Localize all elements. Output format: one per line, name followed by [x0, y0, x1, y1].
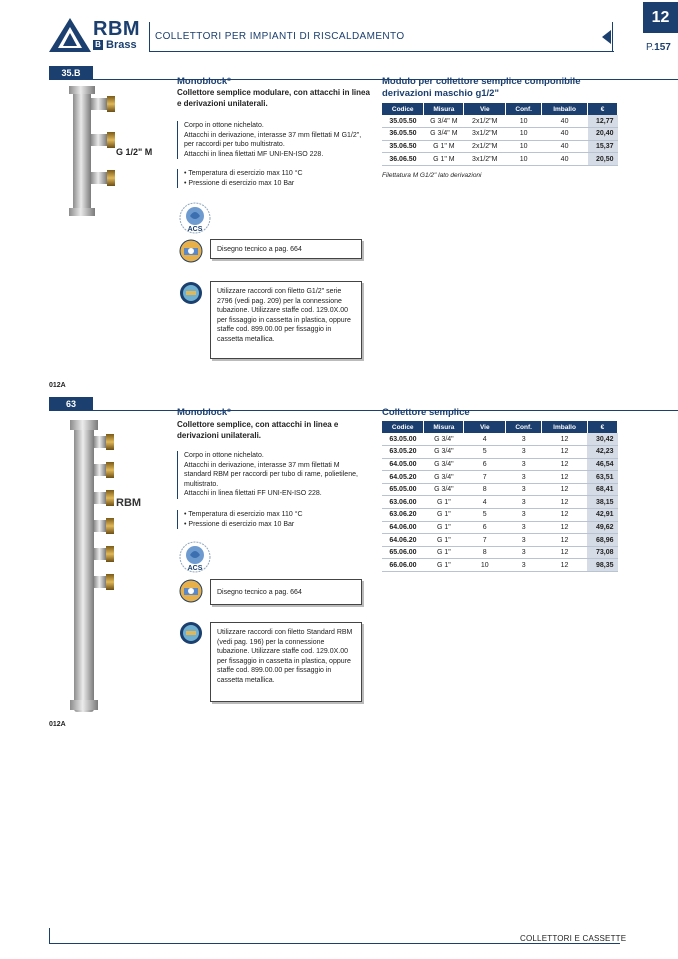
technical-drawing-icon [178, 238, 204, 264]
table-header-row: Codice Misura Vie Conf. Imballo € [382, 103, 618, 115]
installation-hint-icon [178, 620, 204, 646]
installation-hint-icon [178, 280, 204, 306]
footer-divider [49, 928, 50, 944]
acs-label: ACS [187, 226, 203, 233]
product-description: Corpo in ottone nichelato. Attacchi in derivazione, interasse 37 mm filettati M G1/2", per raccordi per tubo multistrato. Attacchi in linea filettati MF UNI-EN-ISO 228. [177, 121, 367, 159]
page-number: P.157 [646, 42, 671, 53]
table-row: 63.06.00 G 1" 4 3 12 38,15 [382, 496, 618, 509]
footer-label: COLLETTORI E CASSETTE [520, 934, 627, 943]
table-row: 35.06.50 G 1" M 2x1/2"M 10 40 15,37 [382, 140, 618, 153]
table-title: Modulo per collettore semplice componibile derivazioni maschio g1/2" [382, 76, 581, 99]
logo-subtext: B Brass [93, 39, 137, 51]
table-row: 36.05.50 G 3/4" M 3x1/2"M 10 40 20,40 [382, 128, 618, 141]
table-row: 63.05.20 G 3/4" 5 3 12 42,23 [382, 446, 618, 459]
acs-label: ACS [187, 565, 203, 572]
product-title: Monoblock* [177, 407, 231, 418]
table-row: 35.05.50 G 3/4" M 2x1/2"M 10 40 12,77 [382, 115, 618, 128]
product-image-manifold [60, 416, 120, 716]
product-specs: • Temperatura di esercizio max 110 °C • Pressione di esercizio max 10 Bar [177, 510, 367, 529]
acs-certification-badge [178, 540, 212, 574]
price-table [382, 421, 618, 572]
usage-note: Utilizzare raccordi con filetto Standard RBM (vedi pag. 196) per la connessione tubazione. Utilizzare staffe cod. 129.0X.00 per fissaggio in cassetta in plastica, oppure staffe cod. 899.00.00 per fissaggio in cassetta metallica. [210, 622, 362, 702]
product-subtitle: Collettore semplice, con attacchi in linea e derivazioni unilaterali. [177, 420, 339, 440]
header-arrow-icon [602, 30, 611, 44]
drawing-reference-note: Disegno tecnico a pag. 664 [210, 579, 362, 605]
table-row: 63.05.00 G 3/4" 4 3 12 30,42 [382, 433, 618, 446]
logo-triangle-icon [49, 18, 91, 52]
product-specs: • Temperatura di esercizio max 110 °C • Pressione di esercizio max 10 Bar [177, 169, 367, 188]
drawing-reference-note: Disegno tecnico a pag. 664 [210, 239, 362, 259]
section-code: 012A [49, 382, 66, 389]
header-arrow-bar [612, 22, 613, 52]
table-row: 64.05.00 G 3/4" 6 3 12 46,54 [382, 458, 618, 471]
page-title: COLLETTORI PER IMPIANTI DI RISCALDAMENTO [155, 31, 405, 42]
brand-logo [49, 18, 149, 54]
header-rule [149, 51, 614, 52]
table-row: 36.06.50 G 1" M 3x1/2"M 10 40 20,50 [382, 153, 618, 166]
table-row: 64.06.20 G 1" 7 3 12 68,96 [382, 534, 618, 547]
section-tag: 35.B [49, 66, 93, 80]
table-row: 64.06.00 G 1" 6 3 12 49,62 [382, 521, 618, 534]
footer-rule [49, 943, 620, 944]
table-row: 66.06.00 G 1" 10 3 12 98,35 [382, 559, 618, 572]
table-title: Collettore semplice [382, 407, 470, 418]
section-code: 012A [49, 721, 66, 728]
product-image-label: G 1/2" M [116, 147, 153, 157]
price-table [382, 103, 618, 166]
table-row: 65.06.00 G 1" 8 3 12 73,08 [382, 546, 618, 559]
table-note: Filettatura M G1/2" lato derivazioni [382, 172, 482, 179]
chapter-badge: 12 [643, 2, 678, 33]
header-divider [149, 22, 150, 52]
table-row: 63.06.20 G 1" 5 3 12 42,91 [382, 509, 618, 522]
table-header-row: Codice Misura Vie Conf. Imballo € [382, 421, 618, 433]
table-row: 64.05.20 G 3/4" 7 3 12 63,51 [382, 471, 618, 484]
technical-drawing-icon [178, 578, 204, 604]
product-description: Corpo in ottone nichelato. Attacchi in derivazione, interasse 37 mm filettati M standard RBM per raccordi per tubo di rame, polietilene, multistrato. Attacchi in linea filettati FF UNI-EN-ISO 228. [177, 451, 367, 499]
acs-certification-badge [178, 201, 212, 235]
usage-note: Utilizzare raccordi con filetto G1/2" serie 2796 (vedi pag. 209) per la connessione tubazione. Utilizzare staffe cod. 129.0X.00 per fissaggio in cassetta in plastica, oppure staffe cod. 899.00.00 per fissaggio in cassetta metallica. [210, 281, 362, 359]
section-tag: 63 [49, 397, 93, 411]
logo-text: RBM [93, 18, 141, 40]
product-title: Monoblock* [177, 76, 231, 87]
product-subtitle: Collettore semplice modulare, con attacchi in linea e derivazioni unilaterali. [177, 88, 370, 108]
table-row: 65.05.00 G 3/4" 8 3 12 68,41 [382, 483, 618, 496]
product-image-label: RBM [116, 497, 142, 509]
